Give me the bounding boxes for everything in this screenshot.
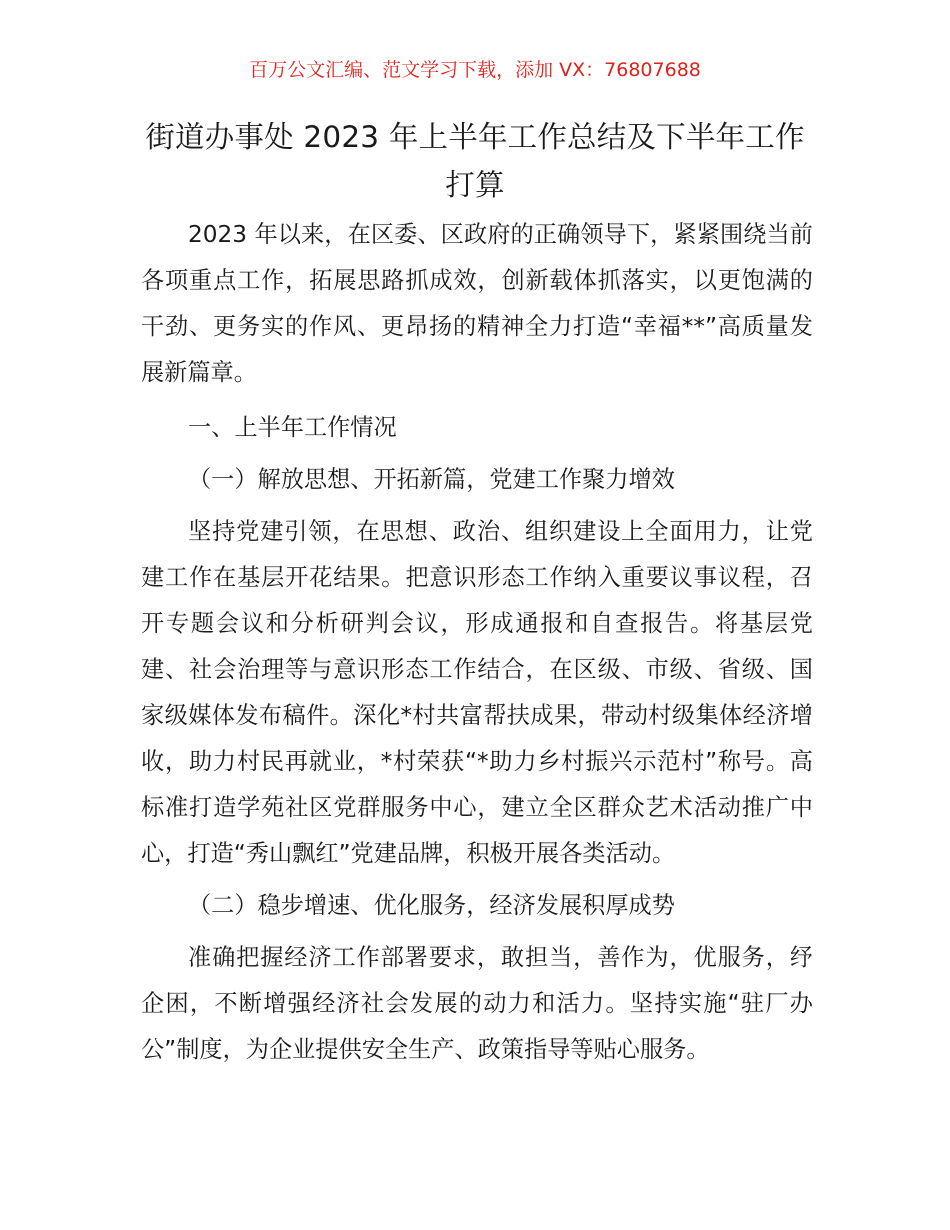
watermark-banner: 百万公文汇编、范文学习下载，添加 VX：76807688 <box>249 59 701 81</box>
body-paragraph: 坚持党建引领，在思想、政治、组织建设上全面用力，让党建工作在基层开花结果。把意识形态工作纳入重要议事议程，召开专题会议和分析研判会议，形成通报和自查报告。将基层党建、社会治理等与意识形态工作结合，在区级、市级、省级、国家级媒体发布稿件。深化*村共富帮扶成果，带动村级集体经济增收，助力村民再就业，*村荣获“*助力乡村振兴示范村”称号。高标准打造学苑社区党群服务中心，建立全区群众艺术活动推广中心，打造“秀山飘红”党建品牌，积极开展各类活动。 <box>141 518 813 867</box>
document-body <box>141 212 813 1073</box>
document-title: 街道办事处 2023 年上半年工作总结及下半年工作打算 <box>145 120 805 202</box>
section-heading: 一、上半年工作情况 <box>188 414 397 441</box>
intro-paragraph: 2023 年以来，在区委、区政府的正确领导下，紧紧围绕当前各项重点工作，拓展思路抓成效，创新载体抓落实，以更饱满的干劲、更务实的作风、更昂扬的精神全力打造“幸福**”高质量发展新篇章。 <box>141 221 813 386</box>
subsection-heading: （二）稳步增速、优化服务，经济发展积厚成势 <box>188 892 675 919</box>
subsection-heading: （一）解放思想、开拓新篇，党建工作聚力增效 <box>188 466 675 493</box>
body-paragraph: 准确把握经济工作部署要求，敢担当，善作为，优服务，纾企困，不断增强经济社会发展的动力和活力。坚持实施“驻厂办公”制度，为企业提供安全生产、政策指导等贴心服务。 <box>141 944 813 1063</box>
